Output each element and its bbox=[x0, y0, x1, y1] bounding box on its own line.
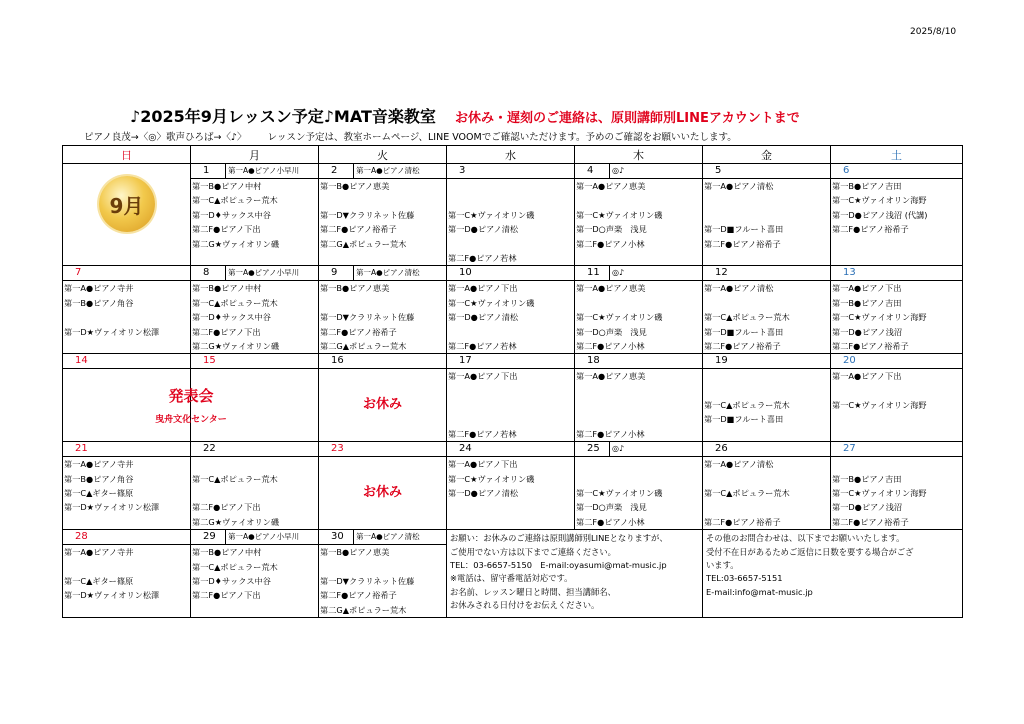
contact-info-cell bbox=[447, 530, 703, 618]
general-contact-info bbox=[703, 530, 962, 601]
info-line: TEL:03-6657-5151 bbox=[706, 573, 783, 584]
lesson-entry: 第一A●ピアノ寺井 bbox=[64, 547, 134, 558]
day-header bbox=[319, 354, 446, 369]
lesson-entry: 第一A●ピアノ下出 bbox=[448, 283, 518, 294]
lesson-entry: 第二F●ピアノ下出 bbox=[192, 502, 261, 513]
lesson-entry: 第一D●ピアノ清松 bbox=[448, 488, 519, 499]
day-header bbox=[63, 530, 190, 545]
day-header bbox=[831, 354, 962, 369]
lesson-entry: 第一D■フルート喜田 bbox=[704, 414, 784, 425]
lesson-entry: 第二F●ピアノ裕希子 bbox=[832, 340, 909, 351]
september-badge: 9月 bbox=[99, 176, 155, 232]
lesson-entry bbox=[576, 384, 702, 398]
day-header bbox=[63, 442, 190, 457]
lesson-entry: 第一A●ピアノ下出 bbox=[448, 459, 518, 470]
day-header bbox=[191, 442, 318, 457]
weekday-wed: 水 bbox=[447, 146, 575, 164]
day-number: 13 bbox=[843, 267, 856, 279]
lesson-list bbox=[319, 281, 446, 353]
day-header bbox=[63, 354, 190, 369]
lesson-list bbox=[575, 457, 702, 529]
day-number: 27 bbox=[843, 443, 856, 455]
weekday-thu: 木 bbox=[575, 146, 703, 164]
lesson-entry: 第一D★ヴァイオリン松澤 bbox=[64, 326, 160, 337]
lesson-entry bbox=[576, 457, 702, 471]
lesson-entry: 第一A●ピアノ恵美 bbox=[576, 371, 646, 382]
day-number: 12 bbox=[715, 267, 728, 279]
lesson-entry: 第一D●ピアノ清松 bbox=[448, 224, 519, 235]
day-cell bbox=[575, 354, 703, 442]
lesson-entry: 第一D★ヴァイオリン松澤 bbox=[64, 502, 160, 513]
lesson-entry bbox=[320, 560, 446, 574]
lesson-entry bbox=[704, 384, 830, 398]
lesson-entry: 第一B●ピアノ恵美 bbox=[320, 547, 390, 558]
lesson-entry: 第一B●ピアノ中村 bbox=[192, 283, 262, 294]
day-header bbox=[575, 164, 702, 179]
day-cell bbox=[831, 442, 963, 530]
lesson-list bbox=[831, 179, 962, 237]
day-number: 25 bbox=[575, 442, 610, 456]
day-header bbox=[191, 530, 318, 545]
absence-contact-info bbox=[447, 530, 702, 614]
weekday-fri: 金 bbox=[703, 146, 831, 164]
lesson-entry bbox=[704, 193, 830, 207]
lesson-list bbox=[63, 281, 190, 339]
day-cell bbox=[319, 354, 447, 442]
day-number: 9 bbox=[319, 266, 354, 280]
header bbox=[130, 104, 1010, 126]
lesson-entry: 第二F●ピアノ裕希子 bbox=[320, 326, 397, 337]
lesson-entry bbox=[576, 296, 702, 310]
lesson-entry: 第二F●ピアノ裕希子 bbox=[832, 224, 909, 235]
day-cell bbox=[319, 530, 447, 618]
day-header bbox=[319, 442, 446, 457]
lesson-entry: 第一D♦サックス中谷 bbox=[192, 312, 271, 323]
day-cell bbox=[575, 164, 703, 266]
day-cell bbox=[191, 266, 319, 354]
day-cell bbox=[575, 442, 703, 530]
weekday-header bbox=[63, 146, 963, 164]
lesson-entry: 第一A●ピアノ下出 bbox=[832, 371, 902, 382]
day-header bbox=[703, 164, 830, 179]
day-number: 11 bbox=[575, 266, 610, 280]
lesson-entry: 第一C★ヴァイオリン海野 bbox=[832, 195, 927, 206]
day-number: 1 bbox=[191, 164, 226, 178]
weekday-sun: 日 bbox=[63, 146, 191, 164]
day-number: 10 bbox=[459, 267, 472, 279]
subheader bbox=[84, 129, 984, 143]
lesson-entry: 第二G★ヴァイオリン磯 bbox=[192, 340, 280, 351]
info-line: TEL：03-6657-5150 E-mail:oyasumi@mat-music.jp bbox=[450, 560, 667, 571]
day-header bbox=[575, 266, 702, 281]
calendar-week bbox=[63, 442, 963, 530]
lesson-list bbox=[703, 179, 830, 251]
day-number: 7 bbox=[75, 267, 82, 279]
lesson-entry bbox=[832, 457, 962, 471]
lesson-entry bbox=[576, 412, 702, 426]
day-cell bbox=[319, 442, 447, 530]
lesson-entry: 第一B●ピアノ吉田 bbox=[832, 181, 902, 191]
contact-notice: お休み・遅刻のご連絡は、原則講師別LINEアカウントまで bbox=[455, 111, 800, 126]
day-header bbox=[703, 354, 830, 369]
day-number: 20 bbox=[843, 355, 856, 367]
lesson-entry: 第一D▼クラリネット佐藤 bbox=[320, 209, 415, 220]
print-date: 2025/8/10 bbox=[910, 27, 957, 37]
day-number: 28 bbox=[75, 531, 88, 543]
lesson-entry: 第一D♦サックス中谷 bbox=[192, 209, 271, 220]
lesson-entry: 第一C★ヴァイオリン海野 bbox=[832, 400, 927, 411]
lesson-entry: 第一B●ピアノ恵美 bbox=[320, 283, 390, 294]
day-number: 5 bbox=[715, 165, 722, 176]
calendar-week bbox=[63, 530, 963, 618]
day-number: 24 bbox=[459, 443, 472, 455]
lesson-entry: 第二F●ピアノ若林 bbox=[448, 428, 517, 439]
day-header bbox=[447, 164, 574, 179]
day-header bbox=[63, 266, 190, 281]
day-number: 21 bbox=[75, 443, 88, 455]
lesson-entry: 第一C▲ポピュラー荒木 bbox=[192, 297, 278, 308]
lesson-entry: 第二G▲ポピュラー荒木 bbox=[320, 340, 407, 351]
lesson-entry: 第一B●ピアノ吉田 bbox=[832, 297, 902, 308]
lesson-list bbox=[63, 457, 190, 515]
day-header bbox=[703, 442, 830, 457]
lesson-mark: ◎♪ bbox=[612, 444, 625, 454]
legend-text: ピアノ良茂→〈◎〉歌声ひろば→〈♪〉 bbox=[84, 132, 247, 143]
day-number: 3 bbox=[459, 165, 466, 176]
lesson-list bbox=[575, 179, 702, 251]
lesson-entry: 第一C★ヴァイオリン磯 bbox=[576, 312, 663, 323]
lesson-entry bbox=[448, 193, 574, 207]
lesson-entry: 第一A●ピアノ下出 bbox=[832, 283, 902, 294]
day-number: 2 bbox=[319, 164, 354, 178]
event-name: 発表会 bbox=[168, 387, 214, 406]
lesson-entry bbox=[192, 457, 318, 471]
lesson-entry bbox=[448, 398, 574, 412]
lesson-entry: 第二F●ピアノ裕希子 bbox=[320, 224, 397, 235]
info-line: ※電話は、留守番電話対応です。 bbox=[450, 573, 573, 584]
lesson-entry bbox=[704, 296, 830, 310]
day-number: 8 bbox=[191, 266, 226, 280]
day-header bbox=[319, 530, 446, 545]
day-header bbox=[831, 266, 962, 281]
lesson-entry: 第一C★ヴァイオリン磯 bbox=[448, 297, 535, 308]
lesson-entry: 第一C▲ポピュラー荒木 bbox=[704, 400, 790, 411]
lesson-entry bbox=[704, 472, 830, 486]
lesson-entry: 第一C★ヴァイオリン海野 bbox=[832, 312, 927, 323]
lesson-entry: 第一A●ピアノ清松 bbox=[356, 268, 420, 278]
lesson-entry: 第二F●ピアノ裕希子 bbox=[704, 340, 781, 351]
lesson-entry: 第二F●ピアノ小林 bbox=[576, 516, 645, 527]
day-header bbox=[319, 164, 446, 179]
day-cell bbox=[191, 164, 319, 266]
day-cell bbox=[447, 442, 575, 530]
lesson-entry: 第一A●ピアノ清松 bbox=[356, 532, 420, 542]
lesson-entry: 第二F●ピアノ若林 bbox=[448, 252, 517, 263]
lesson-entry: 第二F●ピアノ下出 bbox=[192, 326, 261, 337]
lesson-entry: 第一C▲ギター篠原 bbox=[64, 575, 134, 586]
lesson-entry: 第一B●ピアノ吉田 bbox=[832, 473, 902, 484]
lesson-entry: 第二G▲ポピュラー荒木 bbox=[320, 604, 407, 615]
lesson-entry bbox=[64, 560, 190, 574]
lesson-entry: 第一D■フルート喜田 bbox=[704, 224, 784, 235]
inquiry-info-cell bbox=[703, 530, 963, 618]
lesson-entry: 第一A●ピアノ清松 bbox=[704, 181, 774, 191]
day-header bbox=[447, 442, 574, 457]
lesson-entry: 第一D★ヴァイオリン松澤 bbox=[64, 590, 160, 601]
lesson-entry: 第一A●ピアノ清松 bbox=[704, 283, 774, 294]
lesson-list bbox=[575, 369, 702, 441]
lesson-entry: 第一C★ヴァイオリン磯 bbox=[448, 209, 535, 220]
lesson-list bbox=[191, 281, 318, 353]
lesson-entry: 第一A●ピアノ寺井 bbox=[64, 459, 134, 470]
lesson-entry: 第二G▲ポピュラー荒木 bbox=[320, 238, 407, 249]
lesson-entry bbox=[704, 500, 830, 514]
lesson-entry: 第一A●ピアノ小早川 bbox=[228, 166, 300, 175]
lesson-list bbox=[831, 457, 962, 529]
lesson-entry bbox=[448, 412, 574, 426]
lesson-list bbox=[191, 545, 318, 603]
day-number: 15 bbox=[203, 355, 216, 367]
day-cell bbox=[447, 164, 575, 266]
lesson-entry bbox=[576, 193, 702, 207]
day-header bbox=[575, 442, 702, 457]
lesson-entry: 第一D○声楽 浅見 bbox=[576, 502, 647, 513]
day-number: 22 bbox=[203, 443, 216, 455]
lesson-entry: 第二F●ピアノ裕希子 bbox=[320, 590, 397, 601]
day-number: 30 bbox=[319, 530, 354, 544]
closed-label: お休み bbox=[362, 397, 402, 413]
lesson-entry bbox=[320, 193, 446, 207]
lesson-entry: 第二F●ピアノ若林 bbox=[448, 340, 517, 351]
lesson-entry: 第一A●ピアノ清松 bbox=[704, 459, 774, 470]
lesson-entry: 第二F●ピアノ下出 bbox=[192, 224, 261, 235]
day-header bbox=[447, 266, 574, 281]
day-cell bbox=[319, 266, 447, 354]
lesson-entry bbox=[448, 384, 574, 398]
schedule-note: レッスン予定は、教室ホームページ、LINE VOOMでご確認いただけます。予めのご確認をお願いいたします。 bbox=[267, 132, 737, 143]
lesson-list bbox=[575, 281, 702, 353]
day-header bbox=[191, 266, 318, 281]
day-number: 29 bbox=[191, 530, 226, 544]
day-cell bbox=[63, 442, 191, 530]
lesson-entry: 第一C★ヴァイオリン海野 bbox=[832, 488, 927, 499]
info-line: 受付不在日があるためご返信に日数を要する場合がござ bbox=[706, 546, 914, 557]
day-cell bbox=[703, 164, 831, 266]
info-line: その他のお問合わせは、以下までお願いいたします。 bbox=[706, 533, 905, 544]
lesson-entry: 第一A●ピアノ恵美 bbox=[576, 181, 646, 191]
day-header bbox=[191, 354, 318, 369]
weekday-sat: 土 bbox=[831, 146, 963, 164]
lesson-list bbox=[191, 457, 318, 529]
lesson-entry: 第一B●ピアノ角谷 bbox=[64, 473, 134, 484]
lesson-entry: 第一A●ピアノ下出 bbox=[448, 371, 518, 382]
lesson-entry: 第二F●ピアノ小林 bbox=[576, 238, 645, 249]
lesson-entry: 第二F●ピアノ裕希子 bbox=[704, 238, 781, 249]
lesson-calendar bbox=[62, 145, 963, 618]
lesson-entry: 第一B●ピアノ恵美 bbox=[320, 181, 390, 191]
day-header bbox=[831, 442, 962, 457]
lesson-list bbox=[447, 369, 574, 441]
day-cell bbox=[831, 266, 963, 354]
lesson-list bbox=[447, 457, 574, 500]
day-cell bbox=[63, 266, 191, 354]
lesson-entry bbox=[448, 179, 574, 193]
lesson-entry: 第一D▼クラリネット佐藤 bbox=[320, 575, 415, 586]
lesson-entry: 第二G★ヴァイオリン磯 bbox=[192, 238, 280, 249]
day-cell bbox=[703, 442, 831, 530]
day-cell bbox=[319, 164, 447, 266]
day-header bbox=[191, 164, 318, 179]
lesson-list bbox=[191, 179, 318, 251]
day-cell bbox=[191, 530, 319, 618]
lesson-entry: 第一B●ピアノ角谷 bbox=[64, 297, 134, 308]
day-header bbox=[703, 266, 830, 281]
lesson-entry: 第一D●ピアノ浅沼 bbox=[832, 326, 903, 337]
day-cell bbox=[831, 354, 963, 442]
closed-label: お休み bbox=[362, 485, 402, 501]
lesson-list bbox=[63, 545, 190, 603]
lesson-entry bbox=[64, 310, 190, 324]
day-header bbox=[831, 164, 962, 179]
day-header bbox=[447, 354, 574, 369]
lesson-entry: 第一D●ピアノ浅沼 bbox=[832, 502, 903, 513]
lesson-entry: 第一C▲ポピュラー荒木 bbox=[704, 312, 790, 323]
info-line: お願い：お休みのご連絡は原則講師別LINEとなりますが、 bbox=[450, 533, 668, 544]
day-number: 19 bbox=[715, 355, 728, 367]
page-title: ♪2025年9月レッスン予定♪MAT音楽教室 bbox=[130, 107, 436, 126]
lesson-list bbox=[319, 179, 446, 251]
lesson-entry: 第一C▲ポピュラー荒木 bbox=[192, 561, 278, 572]
lesson-entry: 第一A●ピアノ清松 bbox=[356, 166, 420, 175]
lesson-entry: 第一D○声楽 浅見 bbox=[576, 326, 647, 337]
day-cell bbox=[703, 266, 831, 354]
lesson-entry: 第二F●ピアノ小林 bbox=[576, 428, 645, 439]
day-cell bbox=[63, 164, 191, 266]
lesson-entry bbox=[576, 472, 702, 486]
day-header bbox=[319, 266, 446, 281]
lesson-entry bbox=[704, 369, 830, 383]
lesson-entry bbox=[192, 486, 318, 500]
lesson-list bbox=[447, 179, 574, 265]
lesson-list bbox=[703, 369, 830, 427]
day-number: 6 bbox=[843, 165, 850, 176]
calendar-week bbox=[63, 354, 963, 442]
day-cell bbox=[831, 164, 963, 266]
lesson-entry: 第一C★ヴァイオリン磯 bbox=[448, 473, 535, 484]
info-line: お休みされる日付けをお伝えください。 bbox=[450, 600, 600, 611]
lesson-entry: 第一D▼クラリネット佐藤 bbox=[320, 312, 415, 323]
day-number: 14 bbox=[75, 355, 88, 367]
lesson-entry: 第一C▲ポピュラー荒木 bbox=[192, 473, 278, 484]
lesson-entry bbox=[704, 208, 830, 222]
info-line: います。 bbox=[706, 560, 739, 571]
lesson-entry: 第一D■フルート喜田 bbox=[704, 326, 784, 337]
lesson-entry bbox=[576, 398, 702, 412]
lesson-entry: 第二F●ピアノ裕希子 bbox=[704, 516, 781, 527]
lesson-entry bbox=[448, 237, 574, 251]
lesson-entry: 第一C▲ポピュラー荒木 bbox=[704, 488, 790, 499]
day-cell bbox=[575, 266, 703, 354]
day-number: 17 bbox=[459, 355, 472, 367]
lesson-entry: 第二F●ピアノ小林 bbox=[576, 340, 645, 351]
info-line: E-mail:info@mat-music.jp bbox=[706, 586, 813, 597]
lesson-entry bbox=[320, 296, 446, 310]
lesson-entry: 第二F●ピアノ下出 bbox=[192, 590, 261, 601]
weekday-tue: 火 bbox=[319, 146, 447, 164]
lesson-list bbox=[703, 457, 830, 529]
lesson-entry: 第一A●ピアノ寺井 bbox=[64, 283, 134, 294]
day-cell bbox=[63, 530, 191, 618]
lesson-entry bbox=[832, 384, 962, 398]
lesson-list bbox=[831, 369, 962, 412]
lesson-entry: 第一C▲ギター篠原 bbox=[64, 488, 134, 499]
day-cell bbox=[447, 266, 575, 354]
lesson-entry: 第一A●ピアノ小早川 bbox=[228, 268, 300, 278]
lesson-entry bbox=[448, 325, 574, 339]
day-number: 4 bbox=[575, 164, 610, 178]
info-line: お名前、レッスン曜日と時間、担当講師名、 bbox=[450, 586, 616, 597]
day-number: 26 bbox=[715, 443, 728, 455]
lesson-entry: 第一A●ピアノ小早川 bbox=[228, 532, 300, 542]
lesson-entry: 第一D●ピアノ浅沼 (代講) bbox=[832, 209, 928, 220]
day-number: 23 bbox=[331, 443, 344, 455]
day-cell bbox=[191, 442, 319, 530]
lesson-entry: 第一B●ピアノ中村 bbox=[192, 181, 262, 191]
lesson-entry: 第一B●ピアノ中村 bbox=[192, 547, 262, 558]
day-number: 16 bbox=[331, 355, 344, 367]
day-number: 18 bbox=[587, 355, 600, 367]
lesson-entry: 第一C▲ポピュラー荒木 bbox=[192, 195, 278, 206]
day-cell bbox=[447, 354, 575, 442]
lesson-list bbox=[831, 281, 962, 353]
lesson-entry: 第一A●ピアノ恵美 bbox=[576, 283, 646, 294]
lesson-entry: 第一D○声楽 浅見 bbox=[576, 224, 647, 235]
lesson-mark: ◎♪ bbox=[612, 166, 625, 175]
lesson-entry: 第一D♦サックス中谷 bbox=[192, 575, 271, 586]
lesson-entry: 第一D●ピアノ清松 bbox=[448, 312, 519, 323]
event-venue: 曳舟文化センター bbox=[155, 415, 227, 426]
event-block bbox=[127, 385, 255, 425]
day-cell bbox=[703, 354, 831, 442]
lesson-mark: ◎♪ bbox=[612, 268, 625, 278]
day-header bbox=[575, 354, 702, 369]
lesson-entry: 第一C★ヴァイオリン磯 bbox=[576, 209, 663, 220]
lesson-list bbox=[319, 545, 446, 617]
lesson-list bbox=[447, 281, 574, 353]
lesson-list bbox=[703, 281, 830, 353]
info-line: ご使用でない方は以下までご連絡ください。 bbox=[450, 546, 616, 557]
lesson-entry: 第二F●ピアノ裕希子 bbox=[832, 516, 909, 527]
calendar-week bbox=[63, 164, 963, 266]
lesson-entry: 第二G★ヴァイオリン磯 bbox=[192, 516, 280, 527]
calendar-week bbox=[63, 266, 963, 354]
lesson-entry: 第一C★ヴァイオリン磯 bbox=[576, 488, 663, 499]
weekday-mon: 月 bbox=[191, 146, 319, 164]
